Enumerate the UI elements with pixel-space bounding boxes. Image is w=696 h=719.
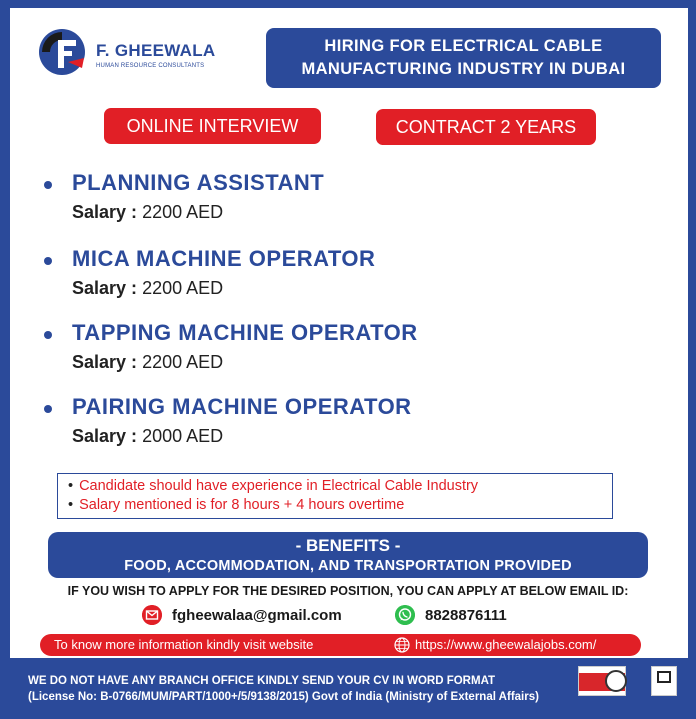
job-title: PLANNING ASSISTANT bbox=[72, 170, 325, 195]
globe-icon bbox=[394, 637, 410, 653]
job-title: TAPPING MACHINE OPERATOR bbox=[72, 320, 418, 345]
website-bar bbox=[40, 634, 641, 656]
bullet-icon bbox=[44, 181, 52, 189]
note-item bbox=[68, 496, 612, 515]
whatsapp-icon bbox=[395, 605, 415, 625]
footer-line-1: WE DO NOT HAVE ANY BRANCH OFFICE KINDLY SEND YOUR CV IN WORD FORMAT bbox=[28, 675, 496, 687]
bullet-icon bbox=[44, 405, 52, 413]
salary-value: 2200 AED bbox=[142, 352, 224, 372]
ukas-check-icon bbox=[657, 671, 671, 683]
requirements-box bbox=[57, 473, 613, 519]
visit-text: To know more information kindly visit website bbox=[54, 637, 314, 652]
bullet-icon: • bbox=[68, 478, 74, 494]
salary-label: Salary : bbox=[72, 352, 138, 372]
brand-name: F. GHEEWALA bbox=[96, 41, 216, 60]
job-title: PAIRING MACHINE OPERATOR bbox=[72, 394, 412, 419]
hiring-line-2: MANUFACTURING INDUSTRY IN DUBAI bbox=[301, 60, 626, 78]
benefits-heading: - BENEFITS - bbox=[295, 536, 401, 555]
benefits-text: FOOD, ACCOMMODATION, AND TRANSPORTATION PROVIDED bbox=[124, 558, 572, 574]
job-salary bbox=[72, 202, 223, 223]
online-interview-badge: ONLINE INTERVIEW bbox=[104, 108, 321, 144]
bullet-icon bbox=[44, 257, 52, 265]
job-salary bbox=[72, 426, 223, 447]
salary-value: 2200 AED bbox=[142, 278, 224, 298]
job-salary bbox=[72, 352, 223, 373]
benefits-banner bbox=[48, 532, 648, 578]
hiring-banner bbox=[266, 28, 661, 88]
apply-instructions: IF YOU WISH TO APPLY FOR THE DESIRED POSITION, YOU CAN APPLY AT BELOW EMAIL ID: bbox=[67, 584, 629, 598]
email-link[interactable]: fgheewalaa@gmail.com bbox=[172, 607, 342, 624]
job-salary bbox=[72, 278, 223, 299]
certification-seal-icon bbox=[605, 670, 627, 692]
salary-label: Salary : bbox=[72, 426, 138, 446]
mail-icon bbox=[142, 605, 162, 625]
note-text: Salary mentioned is for 8 hours + 4 hours overtime bbox=[79, 497, 405, 513]
ukas-badge bbox=[651, 666, 677, 696]
logo-mark-icon bbox=[38, 28, 88, 76]
website-link[interactable]: https://www.gheewalajobs.com/ bbox=[415, 637, 597, 652]
salary-value: 2200 AED bbox=[142, 202, 224, 222]
bullet-icon bbox=[44, 331, 52, 339]
salary-label: Salary : bbox=[72, 278, 138, 298]
contract-badge: CONTRACT 2 YEARS bbox=[376, 109, 596, 145]
note-text: Candidate should have experience in Electrical Cable Industry bbox=[79, 478, 479, 494]
job-title: MICA MACHINE OPERATOR bbox=[72, 246, 376, 271]
salary-label: Salary : bbox=[72, 202, 138, 222]
bullet-icon: • bbox=[68, 497, 74, 513]
footer-notice bbox=[28, 673, 539, 705]
company-logo bbox=[38, 28, 228, 76]
iso-certification-badge bbox=[578, 666, 626, 696]
footer-line-2: (License No: B-0766/MUM/PART/1000+/5/9138/2015) Govt of India (Ministry of External Affairs) bbox=[28, 691, 539, 703]
brand-tagline: HUMAN RESOURCE CONSULTANTS bbox=[96, 63, 205, 69]
phone-number[interactable]: 8828876111 bbox=[425, 607, 507, 624]
note-item bbox=[68, 477, 612, 496]
salary-value: 2000 AED bbox=[142, 426, 224, 446]
hiring-line-1: HIRING FOR ELECTRICAL CABLE bbox=[324, 37, 603, 55]
